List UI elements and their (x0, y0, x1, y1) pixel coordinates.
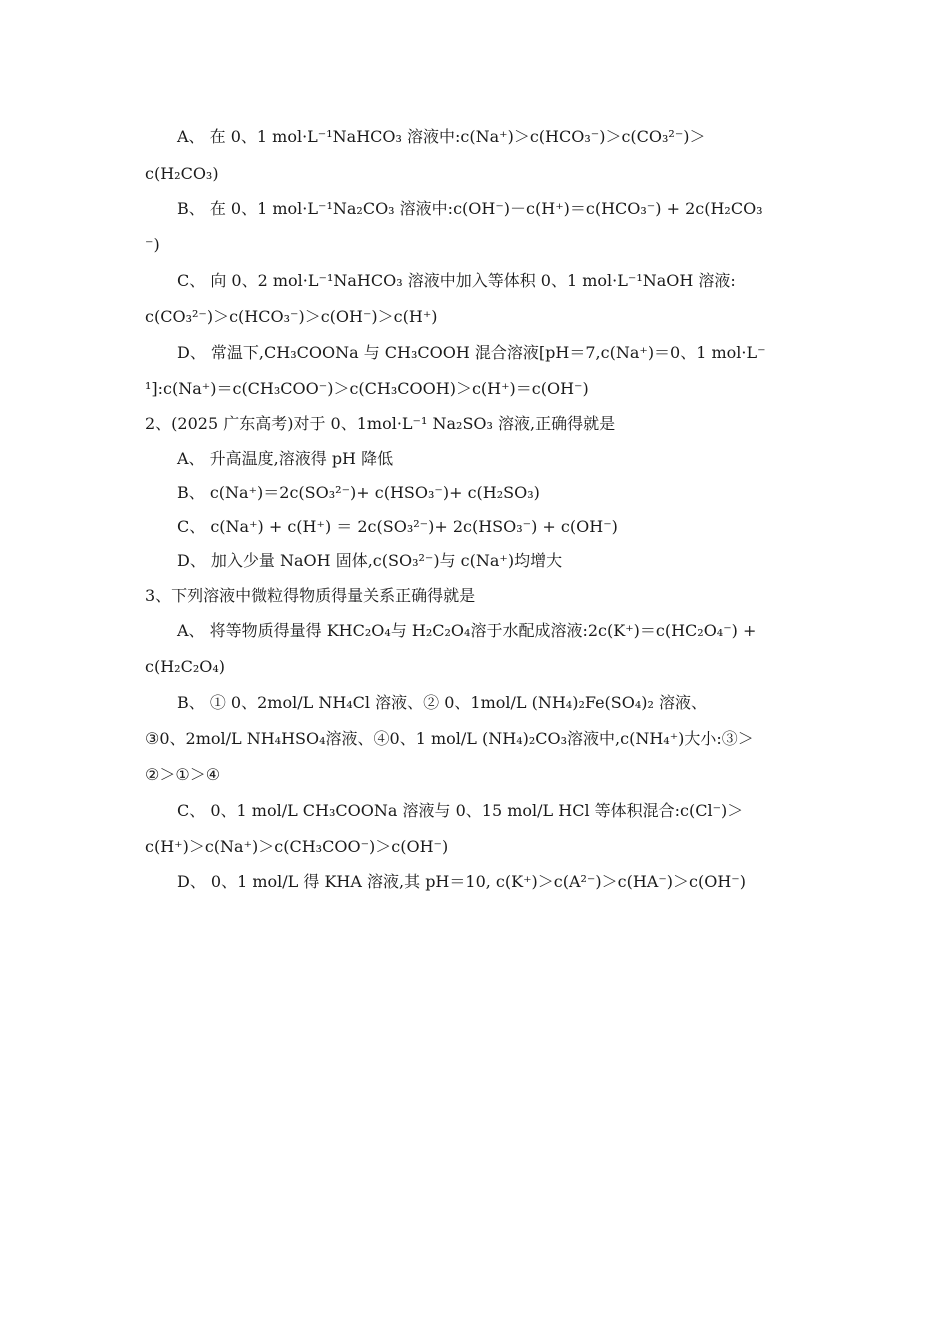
q2-option-c: C、 c(Na⁺) + c(H⁺) ＝ 2c(SO₃²⁻)+ 2c(HSO₃⁻) + c(OH⁻) (177, 517, 618, 536)
q3-option-b-line2: ③0、2mol/L NH₄HSO₄溶液、④0、1 mol/L (NH₄)₂CO₃溶液中,c(NH₄⁺)大小:③＞ (145, 729, 754, 748)
q3-option-d: D、 0、1 mol/L 得 KHA 溶液,其 pH＝10, c(K⁺)＞c(A²⁻)＞c(HA⁻)＞c(OH⁻) (177, 872, 746, 891)
q3-option-a-line2: c(H₂C₂O₄) (145, 657, 225, 676)
q2-option-b: B、 c(Na⁺)＝2c(SO₃²⁻)+ c(HSO₃⁻)+ c(H₂SO₃) (177, 483, 540, 502)
q1-option-c-line2: c(CO₃²⁻)＞c(HCO₃⁻)＞c(OH⁻)＞c(H⁺) (145, 307, 438, 326)
q1-option-a-line1: A、 在 0、1 mol·L⁻¹NaHCO₃ 溶液中:c(Na⁺)＞c(HCO₃⁻)＞c(CO₃²⁻)＞ (177, 127, 706, 146)
q1-option-d-line2: ¹]:c(Na⁺)＝c(CH₃COO⁻)＞c(CH₃COOH)＞c(H⁺)＝c(OH⁻) (145, 379, 589, 398)
q3-option-a-line1: A、 将等物质得量得 KHC₂O₄与 H₂C₂O₄溶于水配成溶液:2c(K⁺)＝c(HC₂O₄⁻) + (177, 621, 757, 640)
q1-option-d-line1: D、 常温下,CH₃COONa 与 CH₃COOH 混合溶液[pH＝7,c(Na⁺)＝0、1 mol·L⁻ (177, 343, 766, 362)
q1-option-a-line2: c(H₂CO₃) (145, 164, 219, 183)
q1-option-b-line2: ⁻) (145, 235, 160, 254)
q1-option-b-line1: B、 在 0、1 mol·L⁻¹Na₂CO₃ 溶液中:c(OH⁻)－c(H⁺)＝c(HCO₃⁻) + 2c(H₂CO₃ (177, 199, 763, 218)
q3-option-b-line1: B、 ① 0、2mol/L NH₄Cl 溶液、② 0、1mol/L (NH₄)₂Fe(SO₄)₂ 溶液、 (177, 693, 708, 712)
question-2-stem: 2、(2025 广东高考)对于 0、1mol·L⁻¹ Na₂SO₃ 溶液,正确得就是 (145, 414, 616, 433)
q2-option-d: D、 加入少量 NaOH 固体,c(SO₃²⁻)与 c(Na⁺)均增大 (177, 551, 563, 570)
q3-option-b-line3: ②＞①＞④ (145, 765, 221, 784)
q3-option-c-line2: c(H⁺)＞c(Na⁺)＞c(CH₃COO⁻)＞c(OH⁻) (145, 837, 449, 856)
question-3-stem: 3、下列溶液中微粒得物质得量关系正确得就是 (145, 586, 476, 605)
q2-option-a: A、 升高温度,溶液得 pH 降低 (177, 449, 394, 468)
q1-option-c-line1: C、 向 0、2 mol·L⁻¹NaHCO₃ 溶液中加入等体积 0、1 mol·L⁻¹NaOH 溶液: (177, 271, 736, 290)
q3-option-c-line1: C、 0、1 mol/L CH₃COONa 溶液与 0、15 mol/L HCl 等体积混合:c(Cl⁻)＞ (177, 801, 744, 820)
